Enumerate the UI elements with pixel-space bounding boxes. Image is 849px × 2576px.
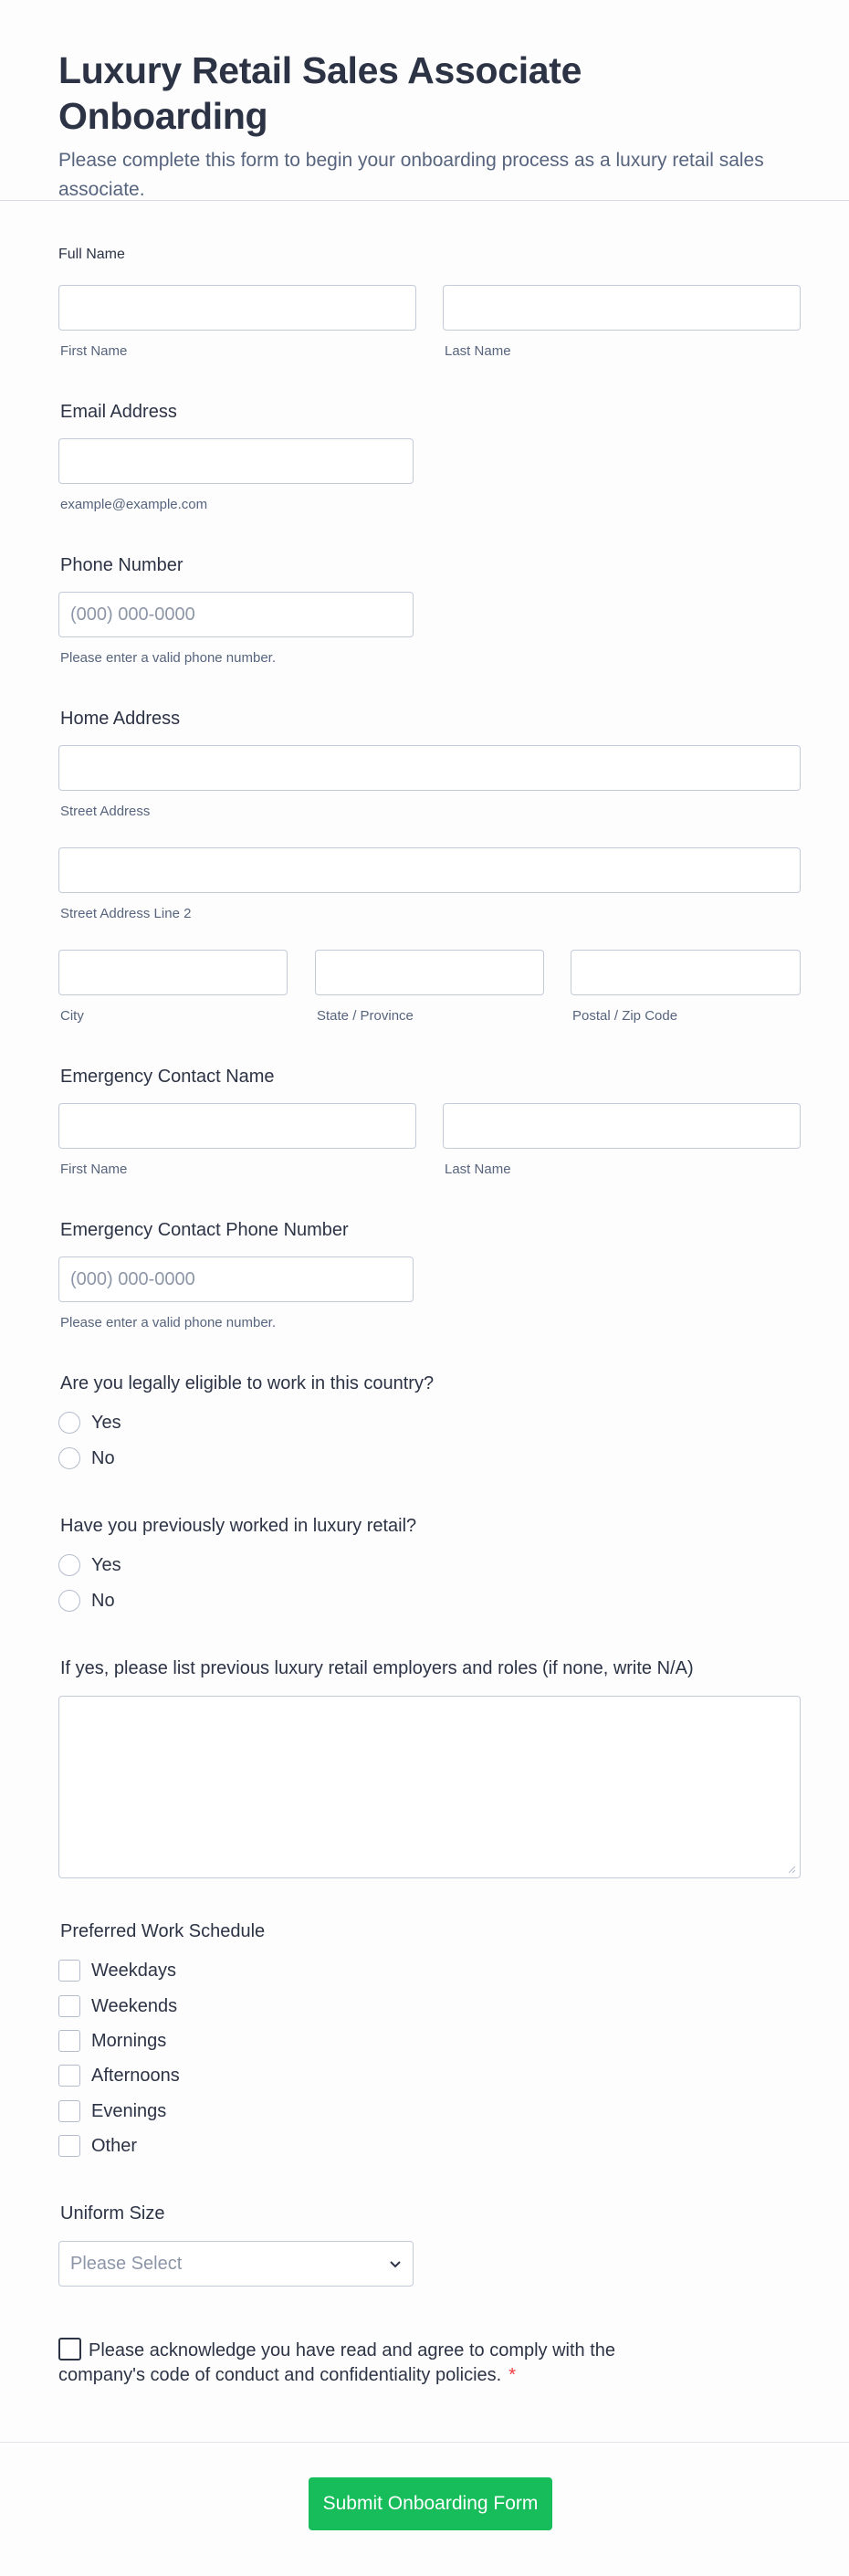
street-address-2-sublabel: Street Address Line 2 — [60, 906, 192, 921]
full-name-label: Full Name — [58, 247, 125, 262]
option-label: Weekends — [91, 1995, 178, 2016]
emergency-first-name-input[interactable] — [58, 1103, 416, 1149]
eligibility-option-yes[interactable] — [58, 1409, 121, 1436]
acknowledge-checkbox[interactable] — [58, 2338, 81, 2360]
first-name-sublabel: First Name — [60, 343, 128, 359]
emergency-first-name-sublabel: First Name — [60, 1162, 128, 1177]
home-address-label: Home Address — [60, 709, 181, 729]
luxury-experience-label: Have you previously worked in luxury retail? — [60, 1516, 417, 1536]
eligibility-option-no[interactable] — [58, 1445, 115, 1472]
schedule-option-other[interactable] — [58, 2132, 137, 2160]
street-address-input[interactable] — [58, 745, 801, 791]
phone-label: Phone Number — [60, 555, 183, 575]
phone-input[interactable] — [58, 592, 414, 637]
emergency-phone-label: Emergency Contact Phone Number — [60, 1220, 349, 1240]
last-name-sublabel: Last Name — [445, 343, 511, 359]
first-name-input[interactable] — [58, 285, 416, 331]
zip-input[interactable] — [571, 950, 801, 995]
schedule-option-afternoons[interactable] — [58, 2062, 180, 2089]
city-sublabel: City — [60, 1008, 84, 1024]
checkbox[interactable] — [58, 2030, 80, 2052]
schedule-label: Preferred Work Schedule — [60, 1921, 266, 1941]
state-input[interactable] — [315, 950, 544, 995]
schedule-option-weekdays[interactable] — [58, 1957, 176, 1984]
emergency-last-name-input[interactable] — [443, 1103, 801, 1149]
required-mark: * — [508, 2365, 517, 2385]
city-input[interactable] — [58, 950, 288, 995]
option-label: Evenings — [91, 2100, 167, 2121]
select-placeholder: Please Select — [70, 2253, 183, 2274]
form-header — [0, 0, 849, 201]
uniform-size-select[interactable] — [58, 2241, 414, 2287]
schedule-option-weekends[interactable] — [58, 1992, 177, 2020]
radio-button[interactable] — [58, 1590, 80, 1612]
option-label: Other — [91, 2135, 138, 2156]
schedule-option-evenings[interactable] — [58, 2098, 166, 2125]
radio-button[interactable] — [58, 1554, 80, 1576]
acknowledge-text: Please acknowledge you have read and agree to comply with the company's code of conduct and confidentiality policies. — [58, 2340, 616, 2385]
state-sublabel: State / Province — [317, 1008, 414, 1024]
employers-label: If yes, please list previous luxury retail employers and roles (if none, write N/A) — [60, 1658, 694, 1678]
eligibility-label: Are you legally eligible to work in this country? — [60, 1373, 435, 1393]
form-subtitle: Please complete this form to begin your onboarding process as a luxury retail sales associate. — [58, 150, 764, 200]
luxury-experience-option-no[interactable] — [58, 1587, 115, 1614]
footer-divider — [0, 2442, 849, 2443]
radio-button[interactable] — [58, 1447, 80, 1469]
phone-sublabel: Please enter a valid phone number. — [60, 650, 276, 666]
luxury-experience-option-yes[interactable] — [58, 1551, 121, 1579]
schedule-option-mornings[interactable] — [58, 2027, 166, 2055]
form-title: Luxury Retail Sales Associate Onboarding — [58, 49, 582, 137]
option-label: Weekdays — [91, 1960, 177, 1981]
email-label: Email Address — [60, 402, 177, 422]
checkbox[interactable] — [58, 2065, 80, 2087]
option-label: No — [91, 1590, 115, 1611]
option-label: Mornings — [91, 2030, 167, 2051]
emergency-name-label: Emergency Contact Name — [60, 1067, 275, 1087]
uniform-size-label: Uniform Size — [60, 2203, 165, 2224]
checkbox[interactable] — [58, 1960, 80, 1982]
email-sublabel: example@example.com — [60, 497, 208, 512]
email-input[interactable] — [58, 438, 414, 484]
acknowledge-field[interactable] — [58, 2338, 679, 2388]
checkbox[interactable] — [58, 1995, 80, 2017]
checkbox[interactable] — [58, 2135, 80, 2157]
option-label: Yes — [91, 1412, 121, 1433]
emergency-phone-sublabel: Please enter a valid phone number. — [60, 1315, 276, 1330]
street-address-2-input[interactable] — [58, 847, 801, 893]
emergency-phone-input[interactable] — [58, 1256, 414, 1302]
option-label: Yes — [91, 1554, 121, 1575]
zip-sublabel: Postal / Zip Code — [572, 1008, 678, 1024]
option-label: No — [91, 1447, 115, 1468]
option-label: Afternoons — [91, 2065, 180, 2086]
chevron-down-icon — [389, 2260, 402, 2268]
employers-textarea[interactable] — [58, 1696, 801, 1878]
last-name-input[interactable] — [443, 285, 801, 331]
radio-button[interactable] — [58, 1412, 80, 1434]
resize-grip-icon[interactable] — [787, 1865, 796, 1874]
submit-button[interactable]: Submit Onboarding Form — [309, 2477, 552, 2530]
emergency-last-name-sublabel: Last Name — [445, 1162, 511, 1177]
street-address-sublabel: Street Address — [60, 804, 151, 819]
checkbox[interactable] — [58, 2100, 80, 2122]
